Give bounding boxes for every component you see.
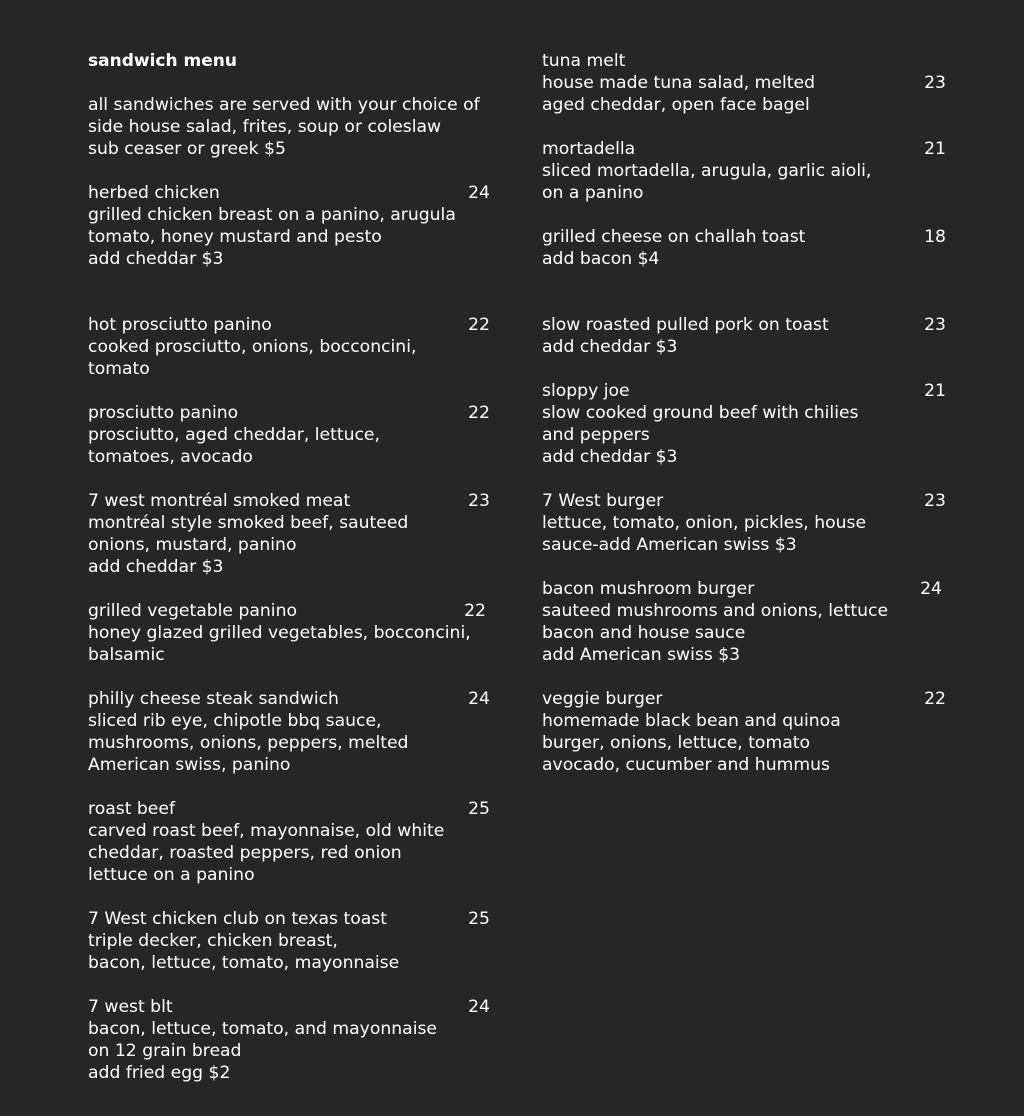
menu-item-blt bbox=[88, 996, 490, 1084]
item-name: slow roasted pulled pork on toast bbox=[542, 315, 829, 335]
item-price: 22 bbox=[464, 601, 486, 621]
menu-item-philly-cheese-steak bbox=[88, 688, 490, 776]
item-price: 24 bbox=[920, 579, 942, 599]
menu-item-7-west-burger bbox=[542, 490, 946, 556]
menu-item-roast-beef bbox=[88, 798, 490, 886]
item-desc: carved roast beef, mayonnaise, old white bbox=[88, 821, 445, 841]
item-price: 21 bbox=[924, 139, 946, 159]
item-desc: cheddar, roasted peppers, red onion bbox=[88, 843, 402, 863]
item-price: 22 bbox=[468, 315, 490, 335]
menu-item-herbed-chicken bbox=[88, 182, 490, 270]
item-name: grilled cheese on challah toast bbox=[542, 227, 806, 247]
intro-line: all sandwiches are served with your choice of bbox=[88, 95, 480, 115]
menu-item-bacon-mushroom-burger bbox=[542, 578, 946, 666]
item-price: 23 bbox=[468, 491, 490, 511]
intro-line: sub ceaser or greek $5 bbox=[88, 139, 286, 159]
item-desc: American swiss, panino bbox=[88, 755, 291, 775]
item-desc: add cheddar $3 bbox=[542, 447, 678, 467]
item-name: 7 west montréal smoked meat bbox=[88, 491, 351, 511]
item-desc: add American swiss $3 bbox=[542, 645, 741, 665]
item-desc: sliced rib eye, chipotle bbq sauce, bbox=[88, 711, 382, 731]
item-desc: tomatoes, avocado bbox=[88, 447, 253, 467]
item-price: 25 bbox=[468, 799, 490, 819]
item-name: tuna melt bbox=[542, 51, 626, 71]
item-name: philly cheese steak sandwich bbox=[88, 689, 339, 709]
page-title: sandwich menu bbox=[88, 51, 237, 71]
menu-item-tuna-melt bbox=[542, 50, 946, 116]
item-desc: montréal style smoked beef, sauteed bbox=[88, 513, 409, 533]
item-desc: homemade black bean and quinoa bbox=[542, 711, 841, 731]
item-desc: sauteed mushrooms and onions, lettuce bbox=[542, 601, 889, 621]
item-price: 24 bbox=[468, 997, 490, 1017]
item-desc: bacon, lettuce, tomato, and mayonnaise bbox=[88, 1019, 437, 1039]
item-desc: add cheddar $3 bbox=[542, 337, 678, 357]
menu-item-smoked-meat bbox=[88, 490, 490, 578]
item-name: roast beef bbox=[88, 799, 176, 819]
item-desc: honey glazed grilled vegetables, bocconcini, bbox=[88, 623, 471, 643]
item-desc: prosciutto, aged cheddar, lettuce, bbox=[88, 425, 380, 445]
item-name: 7 West chicken club on texas toast bbox=[88, 909, 387, 929]
item-desc: on 12 grain bread bbox=[88, 1041, 242, 1061]
item-price: 23 bbox=[924, 73, 946, 93]
item-desc: avocado, cucumber and hummus bbox=[542, 755, 830, 775]
item-desc: sliced mortadella, arugula, garlic aioli, bbox=[542, 161, 872, 181]
item-name: prosciutto panino bbox=[88, 403, 239, 423]
menu-item-hot-prosciutto-panino bbox=[88, 314, 490, 380]
item-name: veggie burger bbox=[542, 689, 663, 709]
spacer bbox=[88, 292, 490, 314]
item-desc: onions, mustard, panino bbox=[88, 535, 297, 555]
intro-text bbox=[88, 94, 490, 160]
menu-item-sloppy-joe bbox=[542, 380, 946, 468]
item-name: grilled vegetable panino bbox=[88, 601, 297, 621]
item-price: 18 bbox=[924, 227, 946, 247]
item-desc: house made tuna salad, melted bbox=[542, 73, 815, 93]
item-price: 24 bbox=[468, 183, 490, 203]
item-desc: and peppers bbox=[542, 425, 650, 445]
item-name: sloppy joe bbox=[542, 381, 630, 401]
item-desc: on a panino bbox=[542, 183, 644, 203]
item-desc: add cheddar $3 bbox=[88, 249, 224, 269]
menu-item-grilled-cheese bbox=[542, 226, 946, 270]
item-name: herbed chicken bbox=[88, 183, 220, 203]
item-name: hot prosciutto panino bbox=[88, 315, 272, 335]
item-name: 7 west blt bbox=[88, 997, 173, 1017]
item-price: 25 bbox=[468, 909, 490, 929]
item-price: 22 bbox=[924, 689, 946, 709]
item-price: 21 bbox=[924, 381, 946, 401]
item-desc: sauce-add American swiss $3 bbox=[542, 535, 797, 555]
item-desc: lettuce on a panino bbox=[88, 865, 255, 885]
item-name: bacon mushroom burger bbox=[542, 579, 755, 599]
item-desc: bacon and house sauce bbox=[542, 623, 746, 643]
menu-item-grilled-vegetable-panino bbox=[88, 600, 490, 666]
menu-item-mortadella bbox=[542, 138, 946, 204]
item-desc: grilled chicken breast on a panino, arugula bbox=[88, 205, 456, 225]
item-desc: triple decker, chicken breast, bbox=[88, 931, 338, 951]
item-price: 23 bbox=[924, 315, 946, 335]
item-desc: slow cooked ground beef with chilies bbox=[542, 403, 859, 423]
menu-item-chicken-club bbox=[88, 908, 490, 974]
item-desc: balsamic bbox=[88, 645, 165, 665]
item-desc: add bacon $4 bbox=[542, 249, 660, 269]
item-desc: add cheddar $3 bbox=[88, 557, 224, 577]
item-desc: mushrooms, onions, peppers, melted bbox=[88, 733, 409, 753]
item-price: 24 bbox=[468, 689, 490, 709]
menu-item-prosciutto-panino bbox=[88, 402, 490, 468]
left-column bbox=[88, 50, 490, 1106]
item-desc: bacon, lettuce, tomato, mayonnaise bbox=[88, 953, 400, 973]
item-price: 22 bbox=[468, 403, 490, 423]
item-desc: cooked prosciutto, onions, bocconcini, bbox=[88, 337, 417, 357]
item-name: mortadella bbox=[542, 139, 636, 159]
intro-line: side house salad, frites, soup or coleslaw bbox=[88, 117, 442, 137]
item-desc: tomato bbox=[88, 359, 150, 379]
item-name: 7 West burger bbox=[542, 491, 664, 511]
item-desc: lettuce, tomato, onion, pickles, house bbox=[542, 513, 867, 533]
item-desc: aged cheddar, open face bagel bbox=[542, 95, 810, 115]
item-desc: add fried egg $2 bbox=[88, 1063, 231, 1083]
menu-item-pulled-pork bbox=[542, 314, 946, 358]
menu-item-veggie-burger bbox=[542, 688, 946, 776]
right-column bbox=[542, 50, 946, 798]
item-desc: tomato, honey mustard and pesto bbox=[88, 227, 382, 247]
item-price: 23 bbox=[924, 491, 946, 511]
spacer bbox=[542, 292, 946, 314]
item-desc: burger, onions, lettuce, tomato bbox=[542, 733, 810, 753]
